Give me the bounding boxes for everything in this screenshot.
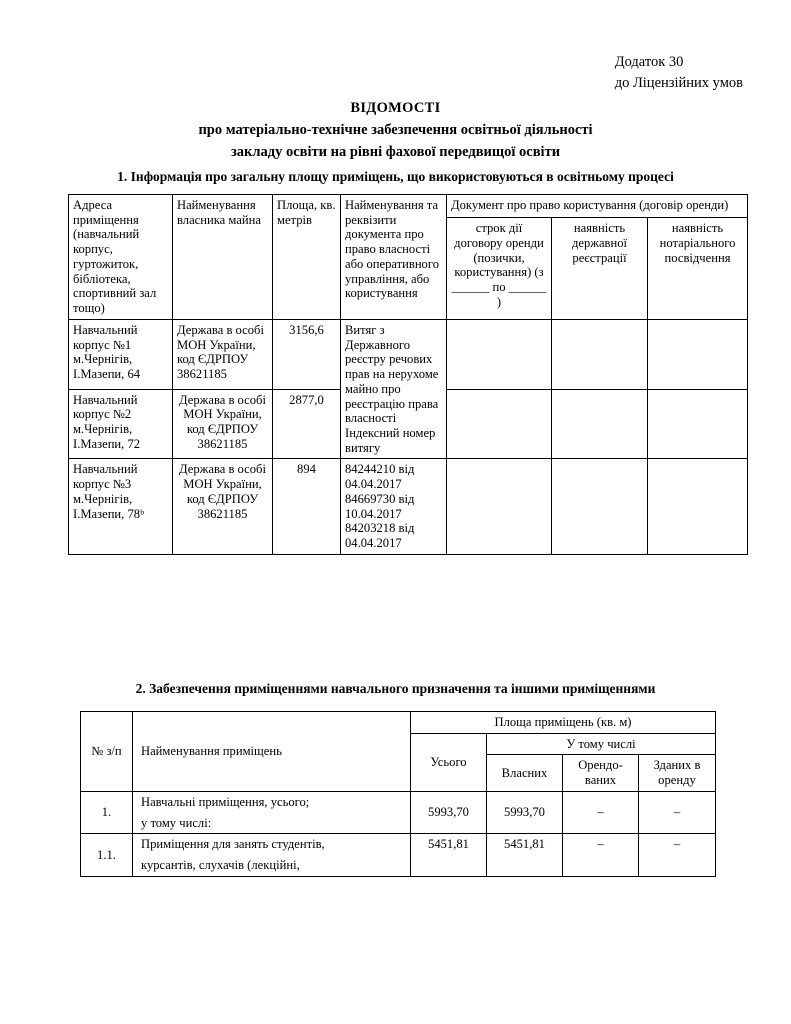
table-row	[81, 834, 716, 876]
cell-area: 894	[273, 459, 341, 554]
document-title	[0, 98, 791, 163]
cell-address: Навчальний корпус №1 м.Чернігів, І.Мазепи, 64	[69, 319, 173, 389]
cell-owner: Держава в особі МОН України, код ЄДРПОУ 38621185	[173, 459, 273, 554]
header-notary: наявність нотаріального посвідчення	[648, 218, 748, 320]
cell-notary	[648, 389, 748, 459]
header-state-registration: наявність державної реєстрації	[552, 218, 648, 320]
table-row	[81, 791, 716, 833]
cell-premises-name	[133, 791, 411, 833]
header-leased-out: Зданих в оренду	[639, 755, 716, 791]
cell-term	[447, 319, 552, 389]
header-area: Площа, кв. метрів	[273, 195, 341, 320]
cell-premises-name-line-2: у тому числі:	[141, 815, 212, 830]
cell-rented: –	[563, 791, 639, 833]
cell-total: 5993,70	[411, 791, 487, 833]
section-1-title: 1. Інформація про загальну площу приміщень, що використовуються в освітньому процесі	[117, 169, 674, 184]
table-row	[69, 459, 748, 554]
cell-area: 2877,0	[273, 389, 341, 459]
cell-leased-out: –	[639, 791, 716, 833]
header-area-group: Площа приміщень (кв. м)	[411, 712, 716, 734]
header-address: Адреса приміщення (навчальний корпус, гуртожиток, бібліотека, спортивний зал тощо)	[69, 195, 173, 320]
cell-number: 1.1.	[81, 834, 133, 876]
header-including: У тому числі	[487, 733, 716, 755]
cell-notary	[648, 459, 748, 554]
header-total: Усього	[411, 733, 487, 791]
cell-premises-name-line-1: Приміщення для занять студентів,	[141, 837, 325, 852]
header-contract-group: Документ про право користування (договір оренди)	[447, 195, 748, 218]
premises-area-table	[68, 194, 748, 555]
premises-purpose-table	[80, 711, 716, 877]
cell-state-registration	[552, 459, 648, 554]
title-line-2: про матеріально-технічне забезпечення освітньої діяльності	[198, 121, 593, 138]
cell-address: Навчальний корпус №2 м.Чернігів, І.Мазепи, 72	[69, 389, 173, 459]
header-number: № з/п	[81, 712, 133, 792]
cell-rented: –	[563, 834, 639, 876]
cell-own: 5451,81	[487, 834, 563, 876]
cell-owner: Держава в особі МОН України, код ЄДРПОУ 38621185	[173, 319, 273, 389]
cell-document: 84244210 від 04.04.2017 84669730 від 10.04.2017 84203218 від 04.04.2017	[341, 459, 447, 554]
header-line-1: Додаток 30	[614, 54, 684, 70]
cell-leased-out: –	[639, 834, 716, 876]
section-2-title: 2. Забезпечення приміщеннями навчального призначення та іншими приміщеннями	[135, 681, 656, 696]
cell-total: 5451,81	[411, 834, 487, 876]
title-line-3: закладу освіти на рівні фахової передвищої освіти	[230, 143, 561, 160]
table-row	[69, 319, 748, 389]
cell-term	[447, 459, 552, 554]
header-own: Власних	[487, 755, 563, 791]
cell-premises-name-line-1: Навчальні приміщення, усього;	[141, 794, 310, 809]
document-header-note	[615, 52, 743, 94]
table-header-row	[69, 195, 748, 218]
title-line-1: ВІДОМОСТІ	[350, 100, 441, 116]
header-owner: Найменування власника майна	[173, 195, 273, 320]
cell-premises-name	[133, 834, 411, 876]
cell-term	[447, 389, 552, 459]
cell-document: Витяг з Державного реєстру речових прав на нерухоме майно про реєстрацію права власності Індексний номер витягу	[341, 319, 447, 459]
cell-state-registration	[552, 389, 648, 459]
cell-state-registration	[552, 319, 648, 389]
cell-owner: Держава в особі МОН України, код ЄДРПОУ 38621185	[173, 389, 273, 459]
header-line-2: до Ліцензійних умов	[614, 75, 743, 92]
header-document: Найменування та реквізити документа про право власності або оперативного управління, або користування	[341, 195, 447, 320]
header-rented: Орендо-ваних	[563, 755, 639, 791]
cell-own: 5993,70	[487, 791, 563, 833]
header-premises-name: Найменування приміщень	[133, 712, 411, 792]
cell-number: 1.	[81, 791, 133, 833]
cell-address: Навчальний корпус №3 м.Чернігів, І.Мазепи, 78ᵇ	[69, 459, 173, 554]
table-header-row	[81, 712, 716, 734]
cell-premises-name-line-2: курсантів, слухачів (лекційні,	[141, 858, 300, 873]
header-term: строк дії договору оренди (позички, користування) (з ______ по ______ )	[447, 218, 552, 320]
cell-notary	[648, 319, 748, 389]
cell-area: 3156,6	[273, 319, 341, 389]
